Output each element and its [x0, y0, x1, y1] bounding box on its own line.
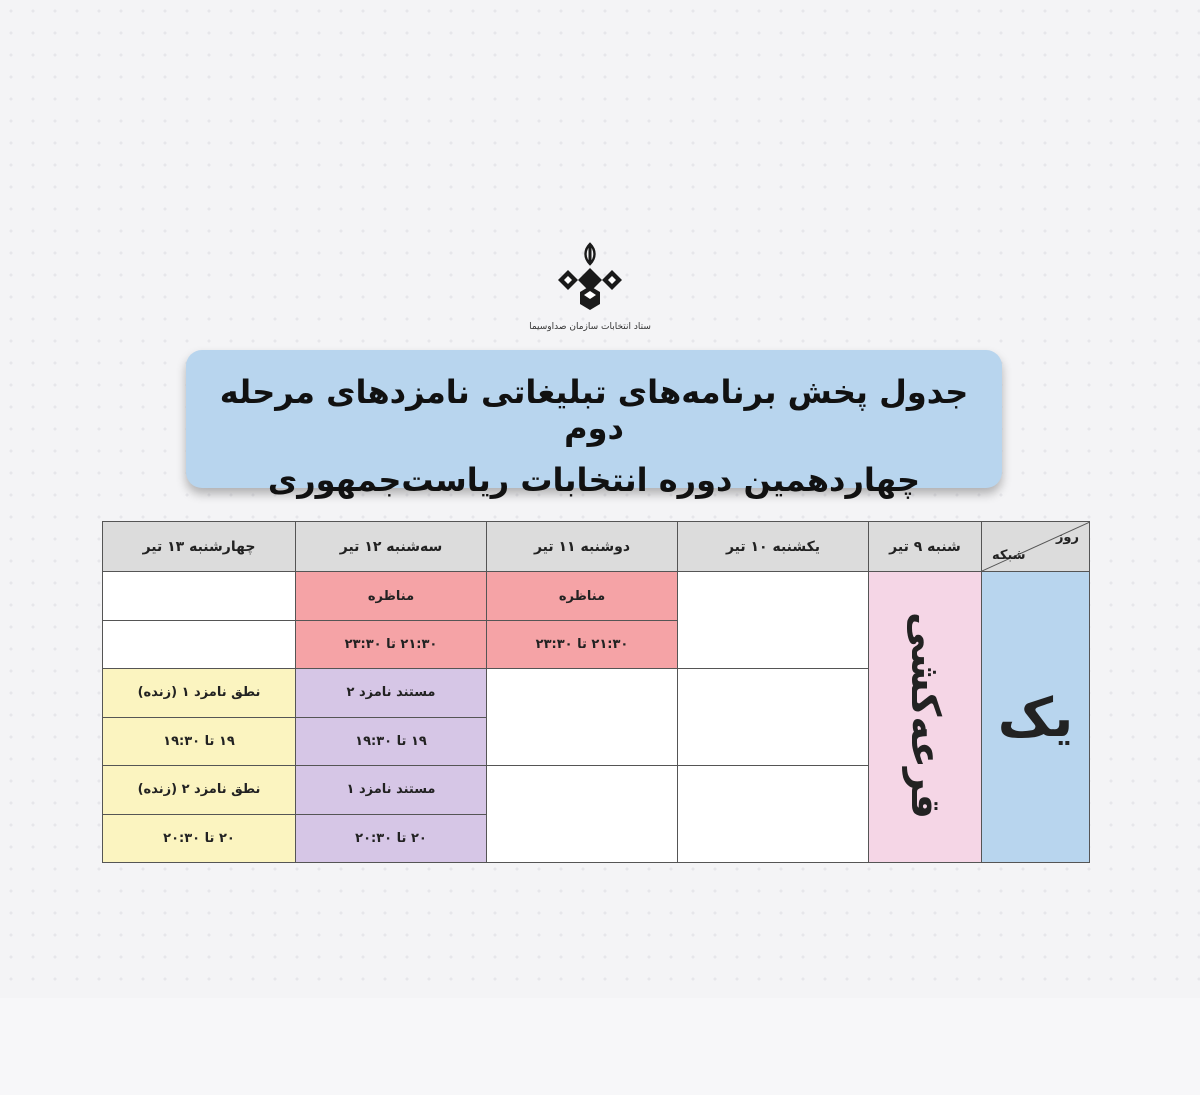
debate-cell: مناظره — [487, 572, 678, 620]
day-header: سه‌شنبه ۱۲ تیر — [296, 522, 487, 572]
emblem-icon — [550, 240, 630, 322]
day-header: یکشنبه ۱۰ تیر — [678, 522, 869, 572]
documentary-time-cell: ۲۰ تا ۲۰:۳۰ — [296, 814, 487, 862]
empty-cell — [487, 766, 678, 863]
empty-cell — [678, 572, 869, 669]
empty-cell — [103, 620, 296, 668]
empty-cell — [487, 669, 678, 766]
documentary-cell: مستند نامزد ۲ — [296, 669, 487, 717]
speech-time-cell: ۱۹ تا ۱۹:۳۰ — [103, 717, 296, 765]
title-box — [186, 350, 1002, 499]
header-row — [103, 522, 1090, 572]
empty-cell — [678, 766, 869, 863]
debate-time-cell: ۲۱:۳۰ تا ۲۳:۳۰ — [296, 620, 487, 668]
debate-time-cell: ۲۱:۳۰ تا ۲۳:۳۰ — [487, 620, 678, 668]
debate-cell: مناظره — [296, 572, 487, 620]
draw-label: قرعه‌کشی — [902, 611, 948, 819]
documentary-cell: مستند نامزد ۱ — [296, 766, 487, 814]
speech-cell: نطق نامزد ۲ (زنده) — [103, 766, 296, 814]
speech-cell: نطق نامزد ۱ (زنده) — [103, 669, 296, 717]
corner-network-label: شبکه — [992, 548, 1026, 564]
table-row — [103, 572, 1090, 620]
bottom-band — [0, 998, 1200, 1095]
day-header: چهارشنبه ۱۳ تیر — [103, 522, 296, 572]
schedule-table — [102, 521, 1090, 863]
empty-cell — [103, 572, 296, 620]
title-line-1: جدول پخش برنامه‌های تبلیغاتی نامزدهای مرحله دوم — [219, 373, 969, 447]
speech-time-cell: ۲۰ تا ۲۰:۳۰ — [103, 814, 296, 862]
corner-day-label: روز — [1055, 530, 1079, 545]
empty-cell — [678, 669, 869, 766]
draw-cell — [869, 572, 982, 863]
organization-name: ستاد انتخابات سازمان صداوسیما — [529, 322, 651, 332]
network-cell: یک — [982, 572, 1090, 863]
title-line-2: چهاردهمین دوره انتخابات ریاست‌جمهوری — [267, 461, 921, 499]
corner-header — [982, 522, 1090, 572]
day-header: شنبه ۹ تیر — [869, 522, 982, 572]
day-header: دوشنبه ۱۱ تیر — [487, 522, 678, 572]
documentary-time-cell: ۱۹ تا ۱۹:۳۰ — [296, 717, 487, 765]
